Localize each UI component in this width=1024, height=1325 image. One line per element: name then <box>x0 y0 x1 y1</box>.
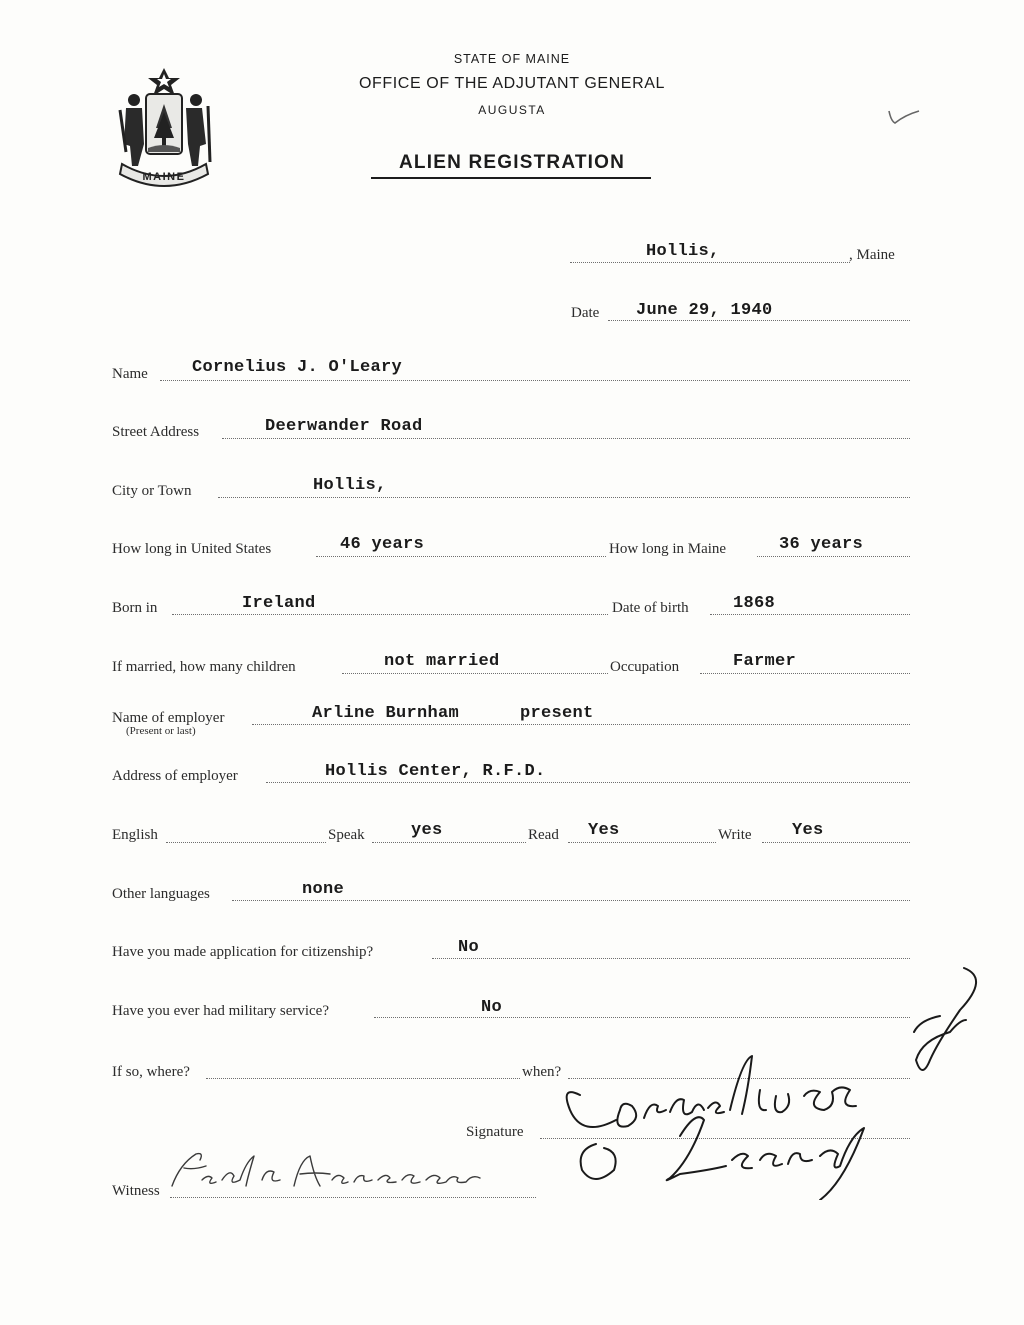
city-label: City or Town <box>112 483 192 499</box>
city-line <box>218 497 910 498</box>
name-line <box>160 380 910 381</box>
read-line <box>568 842 716 843</box>
born-value: Ireland <box>242 594 316 613</box>
employer-sublabel: (Present or last) <box>126 725 196 737</box>
citizenship-value: No <box>458 938 480 957</box>
children-value: not married <box>384 652 500 671</box>
us-years-line <box>316 556 606 557</box>
employer-line <box>252 724 910 725</box>
occupation-line <box>700 673 910 674</box>
date-value: June 29, 1940 <box>636 301 773 320</box>
place-value: Hollis, <box>646 242 720 261</box>
military-label: Have you ever had military service? <box>112 1003 329 1019</box>
maine-years-value: 36 years <box>779 535 864 554</box>
place-suffix: , Maine <box>849 247 895 263</box>
title-underline <box>371 177 651 179</box>
english-label: English <box>112 827 158 843</box>
occupation-label: Occupation <box>610 659 680 675</box>
children-line <box>342 673 608 674</box>
check-mark-icon <box>883 103 923 129</box>
other-languages-label: Other languages <box>112 886 210 902</box>
dob-value: 1868 <box>733 594 776 613</box>
other-languages-line <box>232 900 910 901</box>
name-label: Name <box>112 366 148 382</box>
place-line <box>570 262 850 263</box>
where-line <box>206 1078 520 1079</box>
maine-years-line <box>757 556 910 557</box>
date-line <box>608 320 910 321</box>
born-label: Born in <box>112 600 158 616</box>
employer-value: Arline Burnham <box>312 704 460 723</box>
write-line <box>762 842 910 843</box>
street-line <box>222 438 910 439</box>
form-title: ALIEN REGISTRATION <box>398 152 626 173</box>
write-value: Yes <box>792 821 824 840</box>
read-value: Yes <box>588 821 620 840</box>
city-value: Hollis, <box>313 476 387 495</box>
header-city: AUGUSTA <box>478 103 546 117</box>
witness-label: Witness <box>112 1183 160 1199</box>
read-label: Read <box>528 827 559 843</box>
write-label: Write <box>718 827 752 843</box>
speak-value: yes <box>411 821 443 840</box>
occupation-value: Farmer <box>733 652 797 671</box>
maine-years-label: How long in Maine <box>609 541 727 557</box>
citizenship-label: Have you made application for citizenship? <box>112 944 374 960</box>
name-value: Cornelius J. O'Leary <box>192 358 403 377</box>
english-line <box>166 842 326 843</box>
header-office: OFFICE OF THE ADJUTANT GENERAL <box>358 75 666 92</box>
other-languages-value: none <box>302 880 345 899</box>
dob-line <box>710 614 910 615</box>
seal-banner-text: MAINE <box>142 171 186 183</box>
us-years-label: How long in United States <box>112 541 272 557</box>
employer-address-value: Hollis Center, R.F.D. <box>325 762 546 781</box>
where-label: If so, where? <box>112 1064 190 1080</box>
dob-label: Date of birth <box>612 600 689 616</box>
when-label: when? <box>522 1064 562 1080</box>
citizenship-line <box>432 958 910 959</box>
date-label: Date <box>571 305 600 321</box>
header-state: STATE OF MAINE <box>453 52 571 66</box>
employer-status-value: present <box>520 704 594 723</box>
employer-address-label: Address of employer <box>112 768 238 784</box>
applicant-signature <box>520 960 1000 1200</box>
children-label: If married, how many children <box>112 659 296 675</box>
signature-label: Signature <box>466 1124 524 1140</box>
witness-signature <box>150 1146 510 1206</box>
born-line <box>172 614 608 615</box>
street-value: Deerwander Road <box>265 417 423 436</box>
employer-address-line <box>266 782 910 783</box>
employer-label: Name of employer <box>112 710 225 726</box>
military-value: No <box>481 998 503 1017</box>
speak-label: Speak <box>328 827 365 843</box>
us-years-value: 46 years <box>340 535 425 554</box>
speak-line <box>372 842 526 843</box>
street-label: Street Address <box>112 424 200 440</box>
